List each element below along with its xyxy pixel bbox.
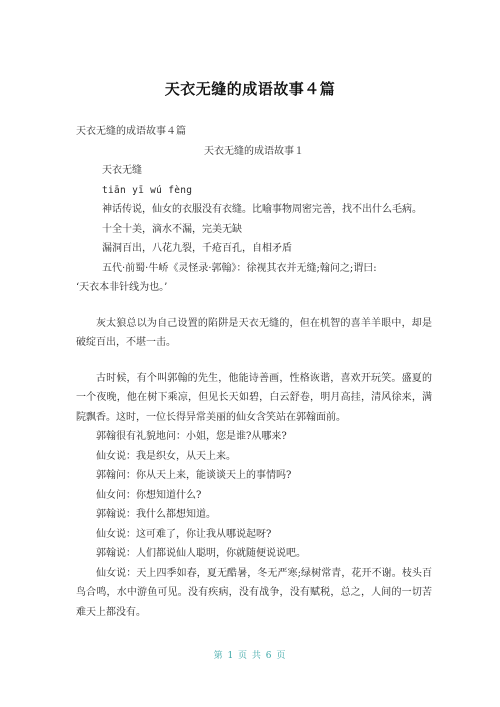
idiom-antonyms: 漏洞百出，八花九裂，千疮百孔，自相矛盾 (102, 243, 292, 254)
closing-paragraph: 仙女说：天上四季如春，夏无酷暑，冬无严寒;绿树常青，花开不谢。枝头百鸟合鸣，水中游鱼可见。没有疾病，没有战争，没有赋税，总之，人间的一切苦难天上都没有。 (76, 567, 432, 618)
idiom-synonyms: 十全十美，滴水不漏，完美无缺 (102, 223, 242, 235)
dialogue-line: 仙女问：你想知道什么? (96, 489, 202, 501)
spacer (76, 353, 432, 369)
page-footer: 第 1 页 共 6 页 (213, 651, 287, 661)
document-body (76, 122, 432, 622)
idiom-definition: 神话传说，仙女的衣服没有衣缝。比喻事物周密完善，找不出什么毛病。 (102, 204, 422, 215)
dialogue-line: 郭翰说：人们都说仙人聪明，你就随便说说吧。 (96, 548, 306, 559)
dialogue-line: 郭翰很有礼貌地问：小姐，您是谁?从哪来? (96, 431, 287, 442)
idiom-pinyin: tiān yī wú fèng (102, 184, 193, 196)
document-title: 天衣无缝的成语故事４篇 (164, 80, 336, 98)
dialogue-line: 仙女说：这可难了，你让我从哪说起呀? (96, 528, 272, 540)
idiom-source: 五代·前蜀·牛峤《灵怪录·郭翰》：徐视其衣并无缝;翰问之;谓曰: (102, 262, 377, 274)
dialogue-line: 郭翰说：我什么都想知道。 (96, 509, 216, 520)
section-heading: 天衣无缝的成语故事１ (204, 145, 304, 157)
subtitle: 天衣无缝的成语故事４篇 (76, 126, 186, 137)
dialogue-line: 仙女说：我是织女，从天上来。 (96, 450, 236, 462)
idiom-heading: 天衣无缝 (102, 165, 142, 176)
story-paragraph: 古时候，有个叫郭翰的先生，他能诗善画，性格诙谐，喜欢开玩笑。盛夏的一个夜晚，他在树下乘凉，但见长天如碧，白云舒卷，明月高挂，清风徐来，满院飘香。这时，一位长得异常美丽的仙女含笑站在郭翰面前。 (76, 372, 432, 423)
example-paragraph: 灰太狼总以为自己设置的陷阱是天衣无缝的，但在机智的喜羊羊眼中，却是破绽百出，不堪一击。 (76, 317, 432, 348)
dialogue-line: 郭翰问：你从天上来，能谈谈天上的事情吗? (96, 470, 292, 481)
spacer (76, 298, 432, 314)
idiom-source-quote: ‘天衣本非针线为也。’ (76, 282, 168, 293)
